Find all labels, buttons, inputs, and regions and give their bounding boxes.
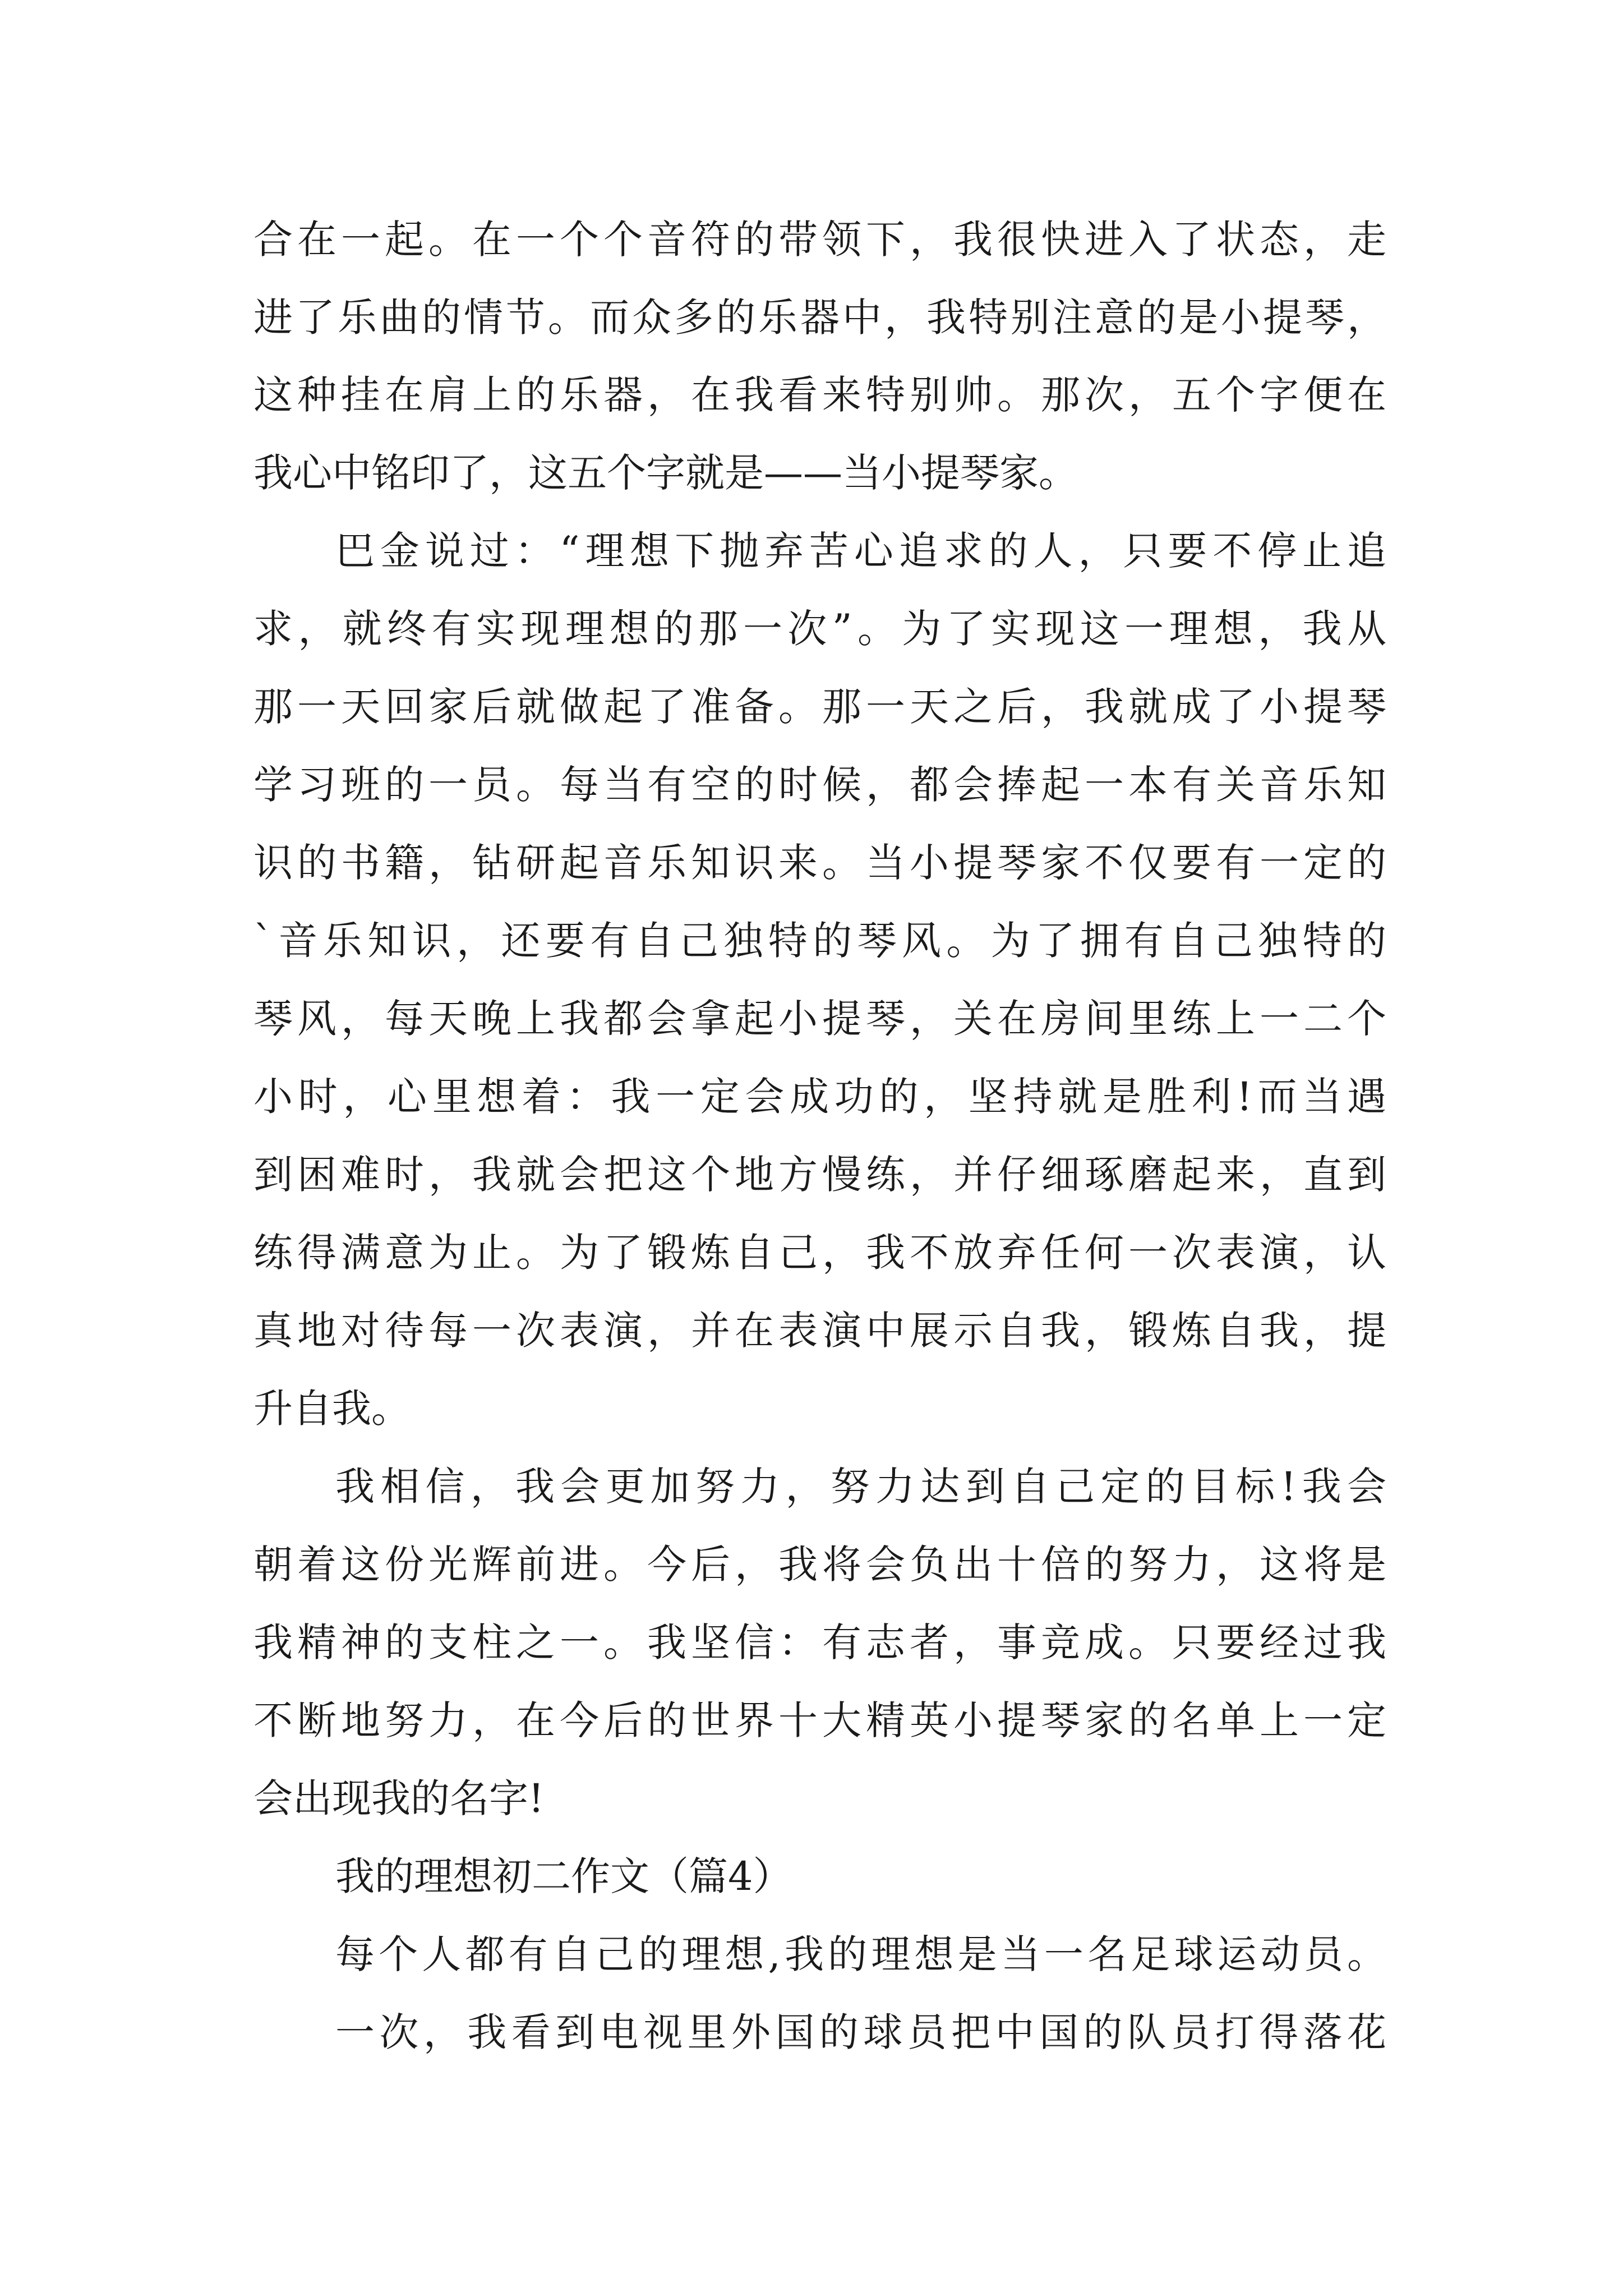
text-line: 小时，心里想着：我一定会成功的，坚持就是胜利!而当遇: [253, 1074, 1386, 1120]
text-line: 我相信，我会更加努力，努力达到自己定的目标!我会: [335, 1464, 1386, 1510]
text-line: 真地对待每一次表演，并在表演中展示自我，锻炼自我，提: [253, 1308, 1386, 1354]
text-line: 识的书籍，钻研起音乐知识来。当小提琴家不仅要有一定的: [253, 840, 1386, 886]
text-line: 一次，我看到电视里外国的球员把中国的队员打得落花: [335, 2009, 1386, 2055]
text-line: 合在一起。在一个个音符的带领下，我很快进入了状态，走: [253, 217, 1386, 263]
text-line: 这种挂在肩上的乐器，在我看来特别帅。那次，五个字便在: [253, 372, 1386, 418]
text-line: 进了乐曲的情节。而众多的乐器中，我特别注意的是小提琴，: [253, 295, 1386, 341]
text-line: 朝着这份光辉前进。今后，我将会负出十倍的努力，这将是: [253, 1542, 1386, 1588]
text-line: 我精神的支柱之一。我坚信：有志者，事竞成。只要经过我: [253, 1619, 1386, 1665]
text-line: 求，就终有实现理想的那一次”。为了实现这一理想，我从: [253, 606, 1386, 652]
section-heading: 我的理想初二作文（篇4）: [335, 1853, 792, 1899]
text-line: 会出现我的名字!: [253, 1775, 545, 1821]
text-line: 练得满意为止。为了锻炼自己，我不放弃任何一次表演，认: [253, 1230, 1386, 1276]
text-line: 我心中铭印了，这五个字就是——当小提琴家。: [253, 450, 1078, 496]
text-line: 那一天回家后就做起了准备。那一天之后，我就成了小提琴: [253, 684, 1386, 730]
text-line: 琴风，每天晚上我都会拿起小提琴，关在房间里练上一二个: [253, 996, 1386, 1042]
text-line: 巴金说过：“理想下抛弃苦心追求的人，只要不停止追: [335, 528, 1386, 574]
text-line: 升自我。: [253, 1386, 411, 1432]
text-line: `音乐知识，还要有自己独特的琴风。为了拥有自己独特的: [253, 918, 1386, 964]
text-line: 到困难时，我就会把这个地方慢练，并仔细琢磨起来，直到: [253, 1152, 1386, 1198]
text-line: 每个人都有自己的理想,我的理想是当一名足球运动员。: [335, 1931, 1386, 1977]
text-line: 不断地努力，在今后的世界十大精英小提琴家的名单上一定: [253, 1697, 1386, 1743]
text-line: 学习班的一员。每当有空的时候，都会捧起一本有关音乐知: [253, 762, 1386, 808]
